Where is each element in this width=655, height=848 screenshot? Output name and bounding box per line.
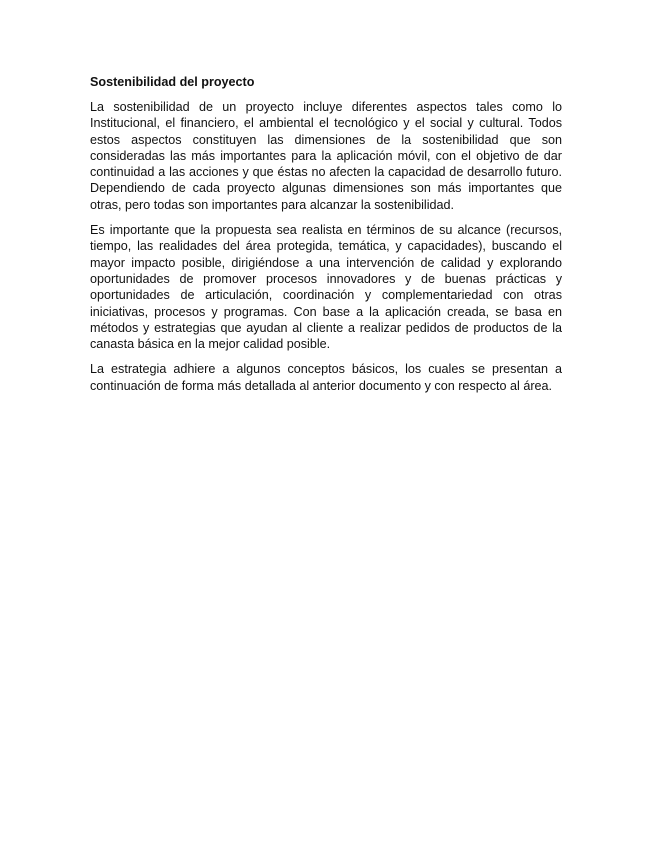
document-body <box>90 74 562 403</box>
section-heading: Sostenibilidad del proyecto <box>90 75 255 89</box>
paragraph-sustainability-aspects: La sostenibilidad de un proyecto incluye diferentes aspectos tales como lo Institucional, el financiero, el ambiental el tecnológico y el social y cultural. Todos estos aspectos constituyen las dimensiones de la sostenibilidad que son consideradas las más importantes para la aplicación móvil, con el objetivo de dar continuidad a las acciones y que éstas no afecten la capacidad de desarrollo futuro. Dependiendo de cada proyecto algunas dimensiones son más importantes que otras, pero todas son importantes para alcanzar la sostenibilidad. <box>90 100 562 212</box>
paragraph-strategy-concepts: La estrategia adhiere a algunos conceptos básicos, los cuales se presentan a continuación de forma más detallada al anterior documento y con respecto al área. <box>90 362 562 393</box>
paragraph-realistic-proposal: Es importante que la propuesta sea realista en términos de su alcance (recursos, tiempo, las realidades del área protegida, temática, y capacidades), buscando el mayor impacto posible, dirigiéndose a una intervención de calidad y explorando oportunidades de promover procesos innovadores y de buenas prácticas y oportunidades de articulación, coordinación y complementariedad con otras iniciativas, procesos y programas. Con base a la aplicación creada, se basa en métodos y estrategias que ayudan al cliente a realizar pedidos de productos de la canasta básica en la mejor calidad posible. <box>90 223 562 352</box>
